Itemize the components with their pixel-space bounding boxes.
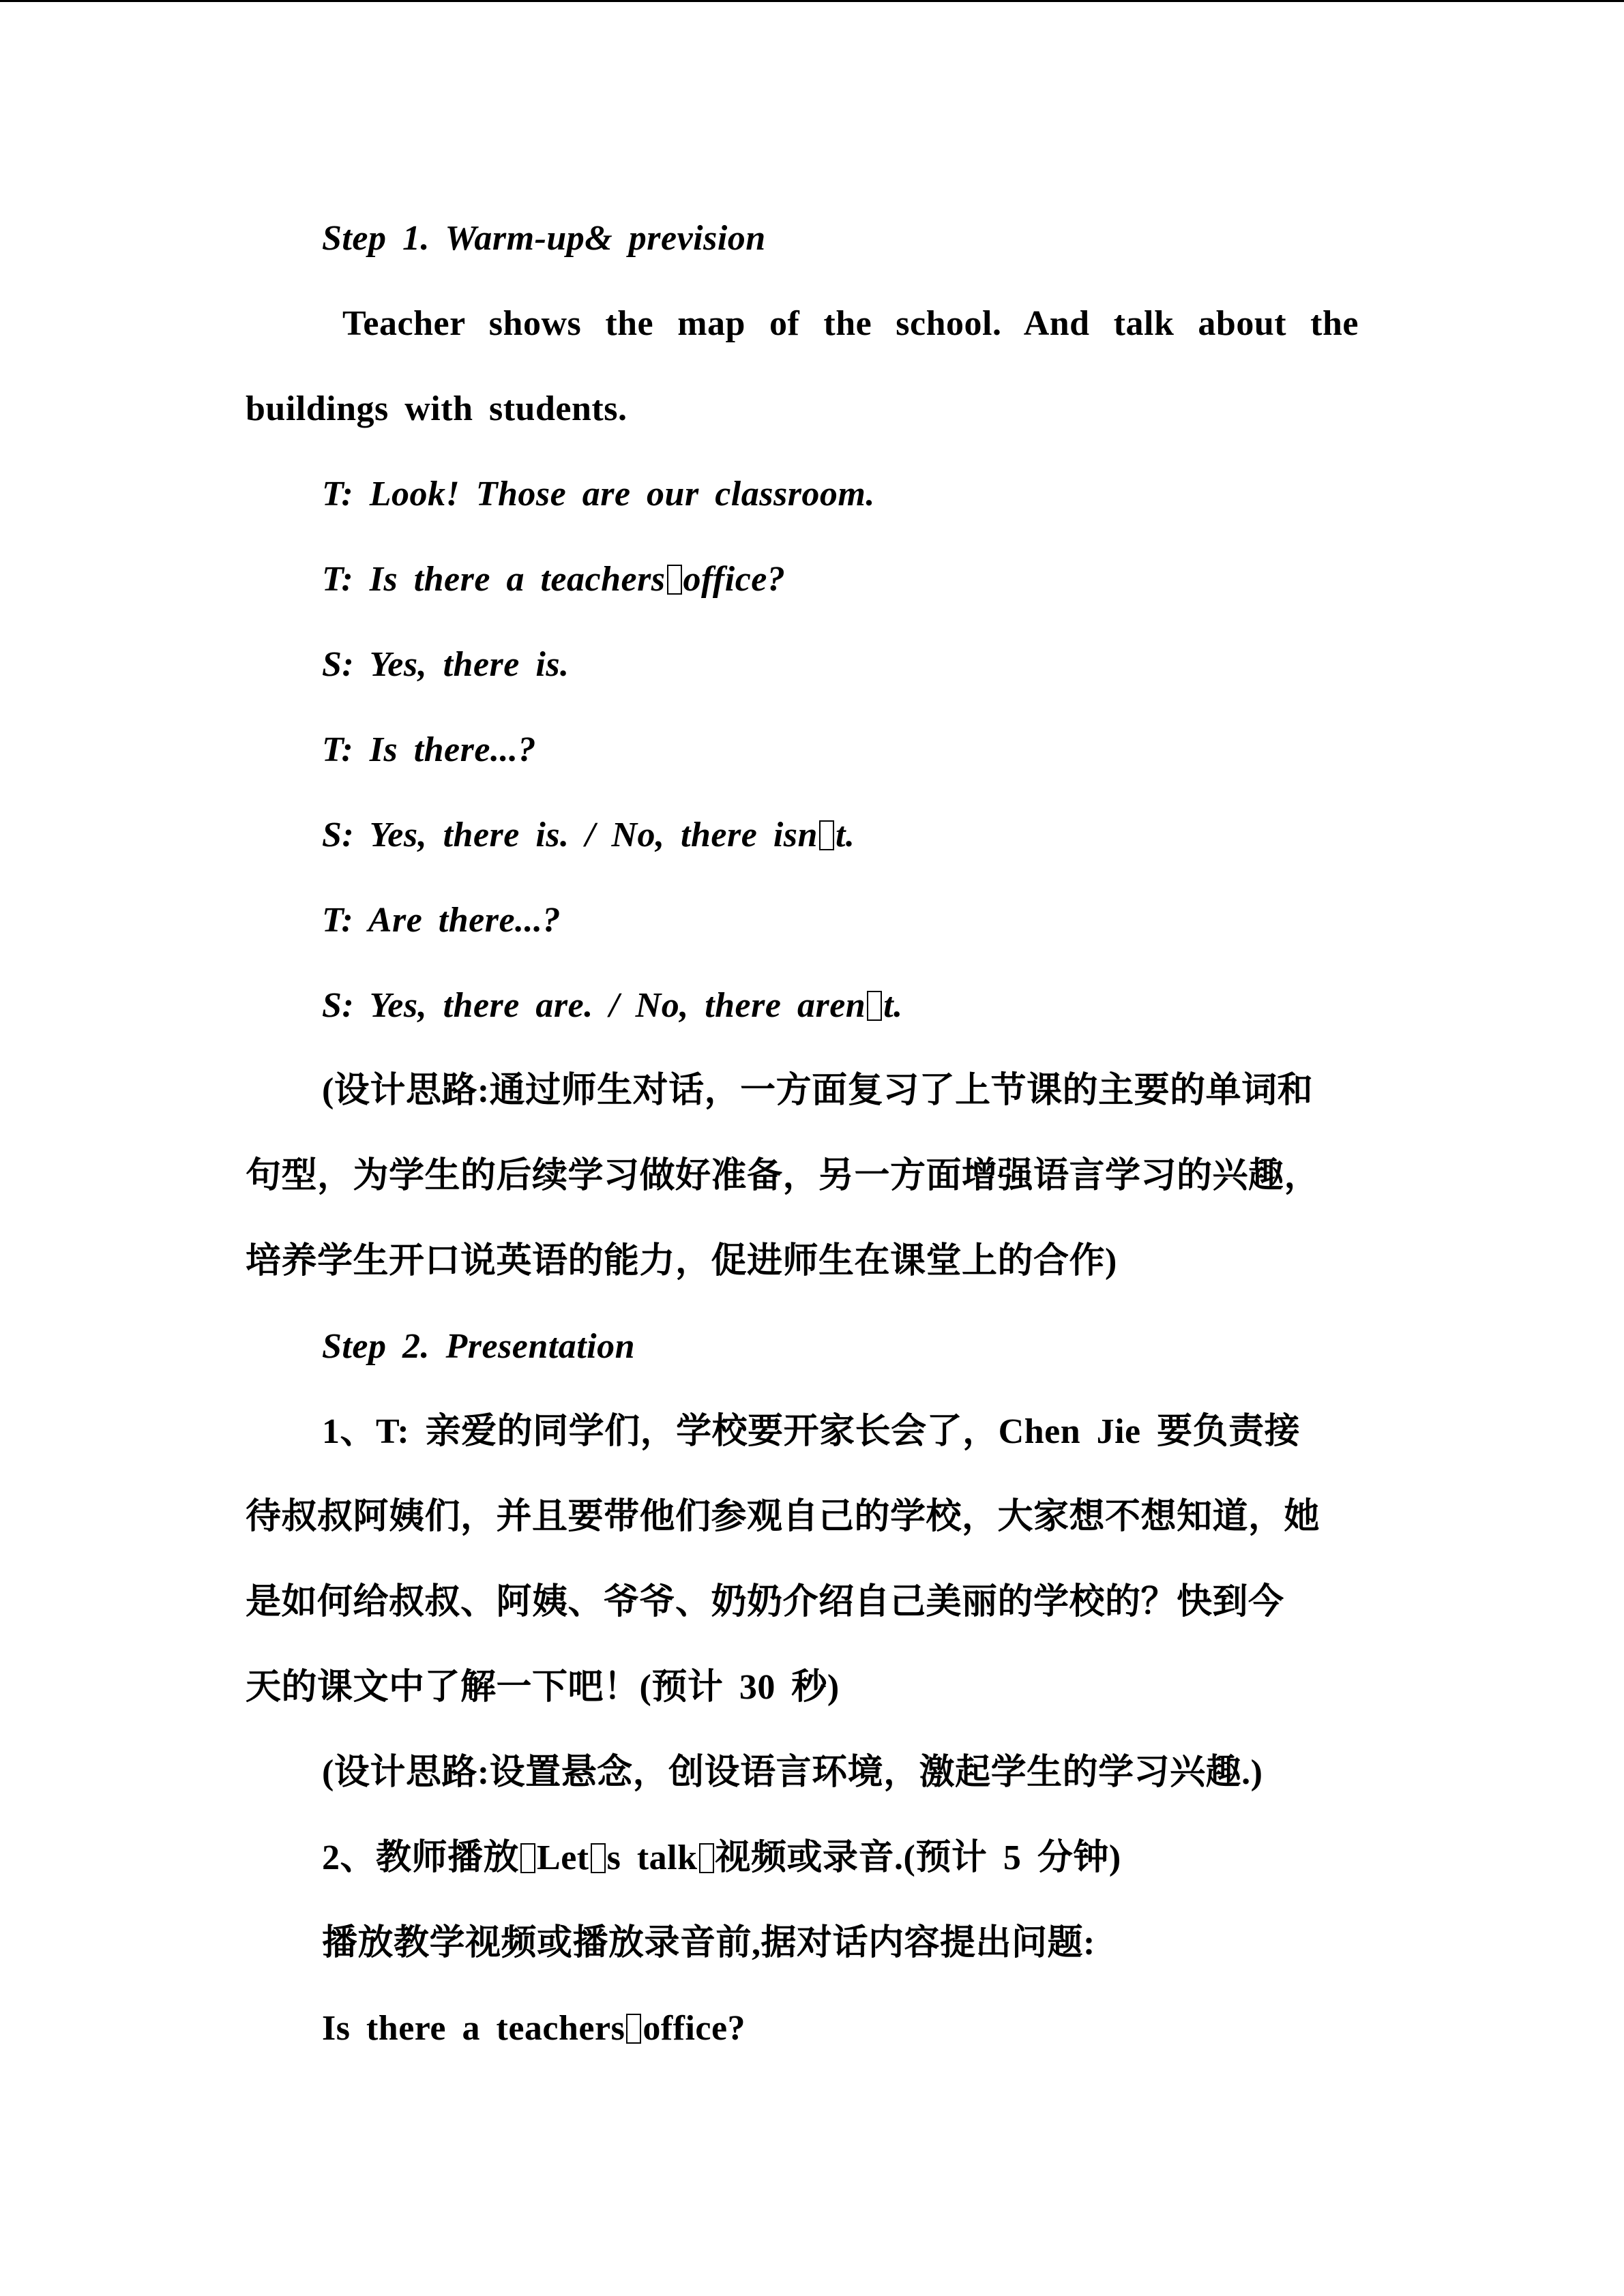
design-note-line — [246, 1156, 1320, 1197]
step2-heading — [322, 1326, 635, 1367]
paragraph-text: 2、教师播放 — [322, 1838, 520, 1877]
paragraph-line — [246, 1667, 840, 1708]
paragraph-text: 天的课文中了解一下吧！(预计 30 秒) — [246, 1668, 840, 1707]
dialogue-text: office? — [683, 560, 786, 599]
missing-glyph-icon — [867, 991, 882, 1021]
dialogue-line — [322, 985, 903, 1026]
design-note-line — [246, 1241, 1117, 1282]
paragraph-text: s talk — [606, 1838, 698, 1877]
paragraph-line — [322, 1838, 1121, 1879]
dialogue-text: S: Yes, there is. / No, there isn — [322, 816, 818, 854]
paragraph-line — [322, 1923, 1095, 1964]
design-note-line — [322, 1071, 1313, 1112]
dialogue-line — [322, 559, 785, 600]
paragraph-text: 1、T: 亲爱的同学们，学校要开家长会了，Chen Jie 要负责接 — [322, 1412, 1301, 1451]
missing-glyph-icon — [819, 820, 834, 850]
dialogue-line — [322, 815, 855, 856]
design-note-text: 培养学生开口说英语的能力，促进师生在课堂上的合作) — [246, 1242, 1117, 1281]
paragraph-text: 视频或录音.(预计 5 分钟) — [715, 1838, 1121, 1877]
dialogue-text: T: Are there...? — [322, 901, 561, 940]
question-text: office? — [643, 2009, 746, 2048]
design-note-line — [322, 1753, 1263, 1793]
step1-heading-text: Step 1. Warm-up& prevision — [322, 219, 766, 258]
dialogue-text: T: Look! Those are our classroom. — [322, 475, 875, 513]
question-text: Is there a teachers — [322, 2009, 625, 2048]
paragraph-text: buildings with students. — [246, 389, 628, 428]
missing-glyph-icon — [520, 1843, 535, 1873]
paragraph-text: Let — [537, 1838, 589, 1877]
question-line — [322, 2008, 745, 2049]
missing-glyph-icon — [699, 1843, 714, 1873]
paragraph-text: 待叔叔阿姨们，并且要带他们参观自己的学校，大家想不想知道，她 — [246, 1497, 1320, 1536]
missing-glyph-icon — [626, 2014, 641, 2044]
design-note-text: (设计思路:通过师生对话，一方面复习了上节课的主要的单词和 — [322, 1071, 1314, 1110]
top-border-line — [0, 0, 1624, 2]
paragraph-line — [342, 303, 1359, 344]
dialogue-text: T: Is there a teachers — [322, 560, 666, 599]
paragraph-text: 是如何给叔叔、阿姨、爷爷、奶奶介绍自己美丽的学校的？快到今 — [246, 1583, 1284, 1622]
dialogue-line — [322, 474, 875, 515]
design-note-text: 句型，为学生的后续学习做好准备，另一方面增强语言学习的兴趣， — [246, 1157, 1320, 1195]
missing-glyph-icon — [591, 1843, 606, 1873]
paragraph-line — [246, 1582, 1284, 1623]
design-note-text: (设计思路:设置悬念，创设语言环境，激起学生的学习兴趣.) — [322, 1753, 1263, 1792]
step1-heading — [322, 218, 766, 259]
paragraph-text: 播放教学视频或播放录音前,据对话内容提出问题: — [322, 1924, 1095, 1963]
paragraph-line — [246, 1497, 1320, 1538]
dialogue-text: S: Yes, there are. / No, there aren — [322, 986, 866, 1025]
dialogue-text: T: Is there...? — [322, 730, 536, 769]
paragraph-text: Teacher shows the map of the school. And talk about the — [342, 304, 1359, 343]
dialogue-line — [322, 730, 536, 771]
dialogue-line — [322, 900, 561, 941]
missing-glyph-icon — [667, 565, 682, 595]
dialogue-text: t. — [835, 816, 855, 854]
paragraph-line — [246, 389, 627, 430]
step2-heading-text: Step 2. Presentation — [322, 1327, 636, 1366]
paragraph-line — [322, 1412, 1300, 1452]
dialogue-text: S: Yes, there is. — [322, 645, 570, 684]
dialogue-text: t. — [883, 986, 903, 1025]
dialogue-line — [322, 644, 570, 685]
